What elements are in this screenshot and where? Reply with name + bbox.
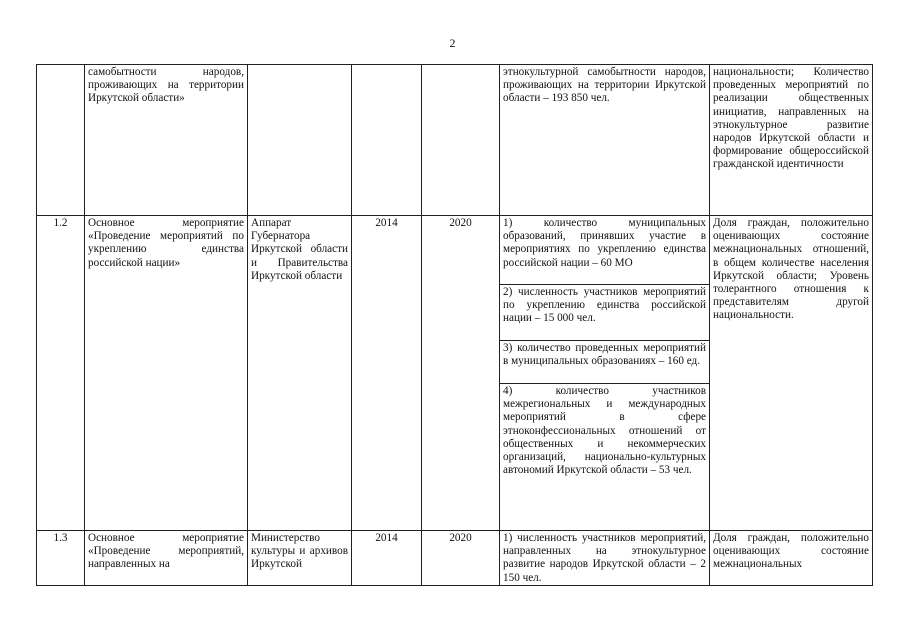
start-year: 2014	[352, 531, 422, 586]
program-activities-table	[36, 64, 873, 586]
indicators-cell	[500, 65, 710, 216]
end-year	[422, 65, 500, 216]
indicator: 2) численность участников мероприятий по укреплению единства российской нации – 15 000 чел.	[500, 284, 709, 340]
target-indicators: Доля граждан, положительно оценивающих состояние межнациональных отношений, в общем количестве населения Иркутской области; Уровень толерантного отношения к представителям другой национальности.	[710, 216, 873, 531]
executor: Министерство культуры и архивов Иркутской	[248, 531, 352, 586]
start-year: 2014	[352, 216, 422, 531]
table-row	[37, 65, 873, 216]
activity-name: Основное мероприятие «Проведение мероприятий по укреплению единства российской нации»	[85, 216, 248, 531]
indicator: 1) численность участников мероприятий, направленных на этнокультурное развитие народов Иркутской области – 2 150 чел.	[503, 532, 706, 584]
table-row	[37, 216, 873, 531]
end-year: 2020	[422, 216, 500, 531]
target-indicators: Доля граждан, положительно оценивающих состояние межнациональных	[710, 531, 873, 586]
indicator: 3) количество проведенных мероприятий в муниципальных образованиях – 160 ед.	[500, 340, 709, 383]
page-number: 2	[449, 36, 456, 50]
indicator: 4) количество участников межрегиональных и международных мероприятий в сфере этноконфессиональных отношений от общественных и некоммерческих организаций, национально-культурных автономий Иркутской области – 53 чел.	[500, 383, 709, 477]
executor: Аппарат Губернатора Иркутской области и Правительства Иркутской области	[248, 216, 352, 531]
activity-name: Основное мероприятие «Проведение мероприятий, направленных на	[85, 531, 248, 586]
activity-name: самобытности народов, проживающих на территории Иркутской области»	[85, 65, 248, 216]
end-year: 2020	[422, 531, 500, 586]
indicator: этнокультурной самобытности народов, проживающих на территории Иркутской области – 193 850 чел.	[503, 66, 706, 105]
target-indicators: национальности; Количество проведенных мероприятий по реализации общественных инициатив, направленных на этнокультурное развитие народов Иркутской области и формирование общероссийской гражданской идентичности	[710, 65, 873, 216]
row-number	[37, 65, 85, 216]
indicators-cell	[500, 216, 710, 531]
indicator: 1) количество муниципальных образований, принявших участие в мероприятиях по укреплению единства российской нации – 60 МО	[503, 217, 706, 269]
row-number: 1.3	[37, 531, 85, 586]
executor	[248, 65, 352, 216]
indicators-cell	[500, 531, 710, 586]
row-number: 1.2	[37, 216, 85, 531]
start-year	[352, 65, 422, 216]
table-row	[37, 531, 873, 586]
